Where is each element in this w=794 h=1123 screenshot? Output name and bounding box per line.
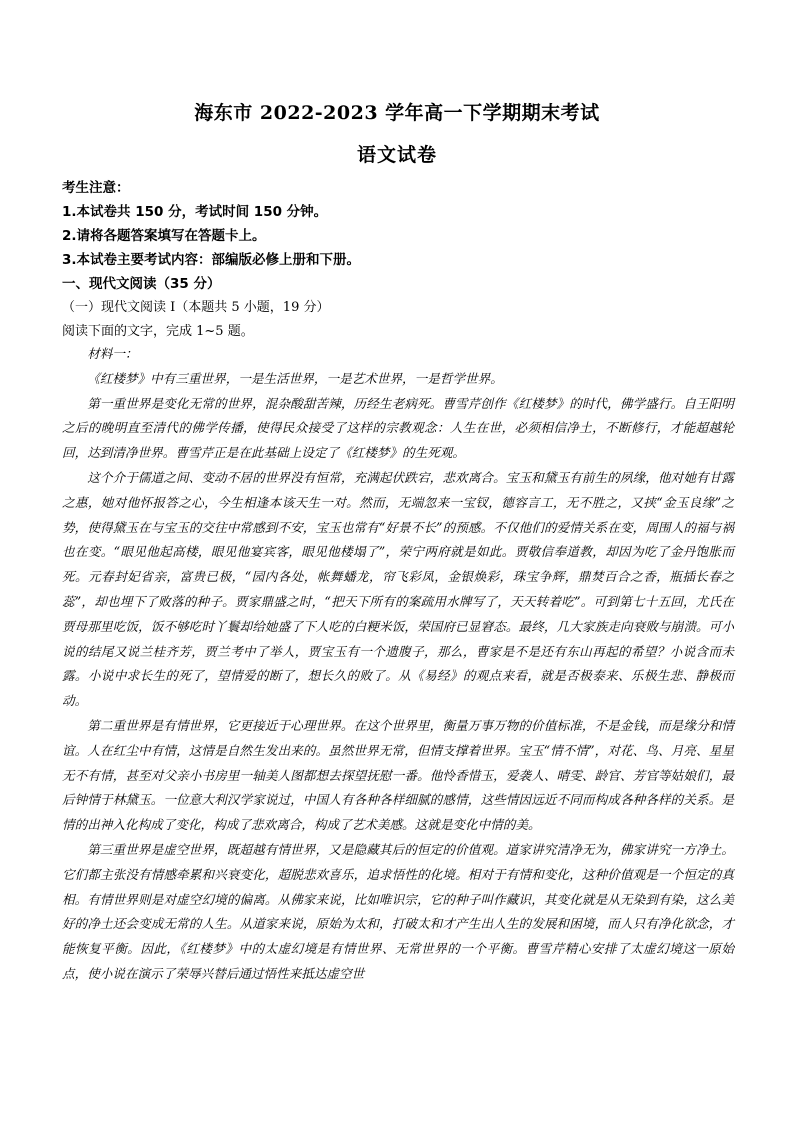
exam-subtitle: 语文试卷 <box>356 144 437 166</box>
section-sub-heading: （一）现代文阅读 I（本题共 5 小题，19 分） <box>62 300 330 315</box>
section-instruction: 阅读下面的文字，完成 1~5 题。 <box>62 324 254 339</box>
passage-paragraph: 《红楼梦》中有三重世界，一是生活世界，一是艺术世界，一是哲学世界。 <box>87 370 503 386</box>
passage-paragraph: 第一重世界是变化无常的世界，混杂酸甜苦辣，历经生老病死。曹雪芹创作《红楼梦》的时代，佛学盛行。自王阳明之后的晚明直至清代的佛学传播，使得民众接受了这样的宗教观念：人生在世，必须相信净土，不断修行，才能超越轮回，达到清净世界。曹雪芹正是在此基础上设定了《红楼梦》的生死观。 <box>62 395 734 461</box>
notes-heading: 考生注意： <box>62 180 130 196</box>
passage-paragraph: 第二重世界是有情世界，它更接近于心理世界。在这个世界里，衡量万事万物的价值标准，不是金钱，而是缘分和情谊。人在红尘中有情，这情是自然生发出来的。虽然世界无常，但情支撑着世界。宝玉“情不情”，对花、鸟、月亮、星星无不有情，甚至对父亲小书房里一轴美人图都想去探望抚慰一番。他怜香惜玉，爱袭人、晴雯、龄官、芳官等姑娘们，最后钟情于林黛玉。一位意大利汉学家说过，中国人有各种各样细腻的感情，这些情因远近不同而构成各种各样的关系。是情的出神入化构成了变化，构成了悲欢离合，构成了艺术美感。这就是变化中情的美。 <box>62 717 734 833</box>
reading-passage <box>62 342 734 987</box>
passage-paragraph: 第三重世界是虚空世界，既超越有情世界，又是隐藏其后的恒定的价值观。道家讲究清净无为，佛家讲究一方净土。它们都主张没有情感牵累和兴衰变化，超脱悲欢喜乐，追求悟性的化境。相对于有情和变化，这种价值观是一个恒定的真相。有情世界则是对虚空幻境的偏离。从佛家来说，比如唯识宗，它的种子叫作藏识，其变化就是从无染到有染，这么美好的净土还会变成无常的人生。从道家来说，原始为太和，打破太和才产生出人生的发展和困境，而人只有净化欲念，才能恢复平衡。因此，《红楼梦》中的太虚幻境是有情世界、无常世界的一个平衡。曹雪芹精心安排了太虚幻境这一原始点，使小说在演示了荣辱兴替后通过悟性来抵达虚空世 <box>62 841 734 981</box>
note-item: 1.本试卷共 150 分，考试时间 150 分钟。 <box>62 204 328 220</box>
material-label: 材料一： <box>87 346 138 361</box>
note-item: 3.本试卷主要考试内容：部编版必修上册和下册。 <box>62 252 361 268</box>
exam-notes <box>62 176 742 344</box>
passage-paragraph: 这个介于儒道之间、变动不居的世界没有恒常，充满起伏跌宕，悲欢离合。宝玉和黛玉有前生的夙缘，他对她有甘露之惠，她对他怀报答之心，今生相逢本该天生一对。然而，无端忽来一宝钗，德容言工，无不胜之，又挟“金玉良缘”之势，使得黛玉在与宝玉的交往中常感到不安，宝玉也常有“好景不长”的预感。不仅他们的爱情关系在变，周围人的福与祸也在变。“眼见他起高楼，眼见他宴宾客，眼见他楼塌了”，荣宁两府就是如此。贾敬信奉道教，却因为吃了金丹饱胀而死。元春封妃省亲，富贵已极，“园内各处，帐舞蟠龙，帘飞彩凤，金银焕彩，珠宝争辉，鼎焚百合之香，瓶插长春之蕊”，却也埋下了败落的种子。贾家鼎盛之时，“把天下所有的案疏用水牌写了，天天转着吃”。可到第七十五回，尤氏在贾母那里吃饭，饭不够吃时丫鬟却给她盛了下人吃的白粳米饭，荣国府已显窘态。最终，几大家族走向衰败与崩溃。可小说的结尾又说兰桂齐芳，贾兰考中了举人，贾宝玉有一个遗腹子，那么，曹家是不是还有东山再起的希望？小说含而未露。小说中求长生的死了，望情爱的断了，想长久的败了。从《易经》的观点来看，就是否极泰来、乐极生悲、静极而动。 <box>62 469 734 709</box>
exam-title: 海东市 2022-2023 学年高一下学期期末考试 <box>194 102 600 124</box>
note-item: 2.请将各题答案填写在答题卡上。 <box>62 228 266 244</box>
section-heading: 一、现代文阅读（35 分） <box>62 276 221 292</box>
